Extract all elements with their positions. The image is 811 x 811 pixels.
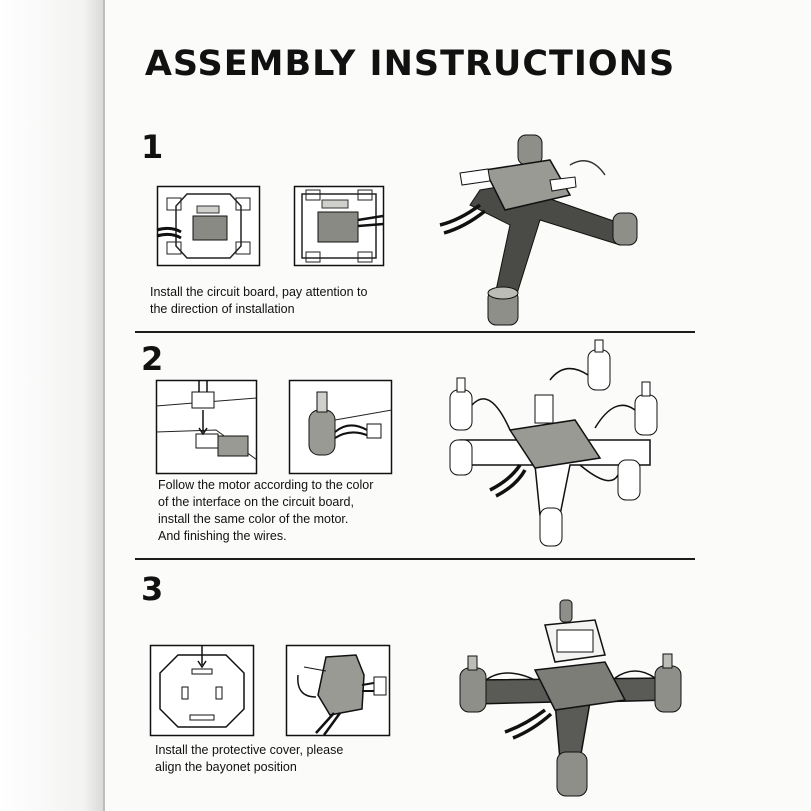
step-3-number: 3 [141, 570, 164, 608]
step-2-caption-line-4: And finishing the wires. [158, 529, 287, 543]
step-2-number: 2 [141, 340, 164, 378]
step-3-caption-line-2: align the bayonet position [155, 760, 297, 774]
step-3-detail-left [150, 645, 254, 736]
step-1-caption-line-2: the direction of installation [150, 302, 295, 316]
step-2-main-illustration [440, 340, 670, 550]
step-2-caption-line-3: install the same color of the motor. [158, 512, 349, 526]
divider-2 [135, 558, 695, 560]
step-2-caption [158, 477, 373, 545]
binding-fold [103, 0, 105, 811]
step-2-detail-right [289, 380, 392, 474]
step-2-caption-line-2: of the interface on the circuit board, [158, 495, 354, 509]
step-1-detail-right [294, 186, 384, 266]
step-3-caption [155, 742, 343, 776]
step-3-main-illustration [455, 600, 690, 800]
page-edge [0, 0, 104, 811]
step-1-number: 1 [141, 128, 164, 166]
divider-1 [135, 331, 695, 333]
step-2-detail-left [156, 380, 257, 474]
step-1-caption [150, 284, 368, 318]
step-1-caption-line-1: Install the circuit board, pay attention to [150, 285, 368, 299]
step-1-main-illustration [430, 125, 645, 330]
page-title: ASSEMBLY INSTRUCTIONS [144, 44, 676, 84]
step-2-caption-line-1: Follow the motor according to the color [158, 478, 374, 492]
step-3-caption-line-1: Install the protective cover, please [155, 743, 344, 757]
step-1-detail-left [157, 186, 260, 266]
step-3-detail-right [286, 645, 390, 736]
